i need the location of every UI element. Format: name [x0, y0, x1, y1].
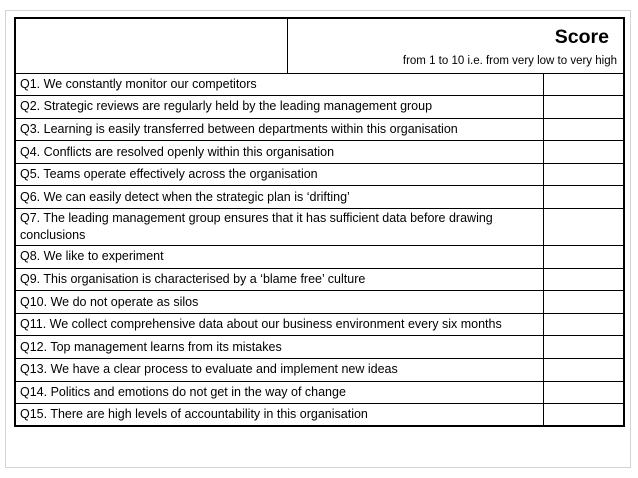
question-text: Q10. We do not operate as silos [15, 291, 543, 314]
header-row [15, 18, 624, 73]
score-header-cell [287, 18, 624, 73]
question-text: Q15. There are high levels of accountability in this organisation [15, 404, 543, 427]
score-input-cell[interactable] [543, 381, 624, 404]
question-text: Q8. We like to experiment [15, 246, 543, 269]
score-input-cell[interactable] [543, 186, 624, 209]
question-text: Q12. Top management learns from its mistakes [15, 336, 543, 359]
question-row [15, 313, 624, 336]
question-text: Q5. Teams operate effectively across the organisation [15, 163, 543, 186]
question-row [15, 246, 624, 269]
question-row [15, 163, 624, 186]
question-text: Q2. Strategic reviews are regularly held by the leading management group [15, 96, 543, 119]
score-input-cell[interactable] [543, 163, 624, 186]
question-text: Q13. We have a clear process to evaluate and implement new ideas [15, 359, 543, 382]
question-row [15, 73, 624, 96]
question-row [15, 186, 624, 209]
score-input-cell[interactable] [543, 291, 624, 314]
score-input-cell[interactable] [543, 246, 624, 269]
question-text: Q3. Learning is easily transferred between departments within this organisation [15, 118, 543, 141]
score-input-cell[interactable] [543, 73, 624, 96]
score-title: Score [554, 26, 609, 48]
question-text: Q9. This organisation is characterised by a ‘blame free’ culture [15, 268, 543, 291]
score-input-cell[interactable] [543, 268, 624, 291]
question-row [15, 404, 624, 427]
question-row [15, 141, 624, 164]
question-row [15, 291, 624, 314]
question-row [15, 268, 624, 291]
score-input-cell[interactable] [543, 96, 624, 119]
question-row [15, 209, 624, 246]
question-row [15, 118, 624, 141]
question-text: Q4. Conflicts are resolved openly within this organisation [15, 141, 543, 164]
question-text: Q14. Politics and emotions do not get in the way of change [15, 381, 543, 404]
question-text: Q7. The leading management group ensures that it has sufficient data before drawing conclusions [15, 209, 543, 246]
score-subtitle: from 1 to 10 i.e. from very low to very high [402, 55, 617, 67]
question-text: Q6. We can easily detect when the strategic plan is ‘drifting’ [15, 186, 543, 209]
question-row [15, 336, 624, 359]
score-input-cell[interactable] [543, 359, 624, 382]
question-row [15, 96, 624, 119]
score-input-cell[interactable] [543, 404, 624, 427]
score-input-cell[interactable] [543, 209, 624, 246]
survey-table [14, 17, 625, 427]
question-text: Q1. We constantly monitor our competitors [15, 73, 543, 96]
header-empty-cell [15, 18, 287, 73]
question-row [15, 359, 624, 382]
question-row [15, 381, 624, 404]
question-text: Q11. We collect comprehensive data about our business environment every six months [15, 313, 543, 336]
score-input-cell[interactable] [543, 141, 624, 164]
score-input-cell[interactable] [543, 336, 624, 359]
score-input-cell[interactable] [543, 118, 624, 141]
score-input-cell[interactable] [543, 313, 624, 336]
